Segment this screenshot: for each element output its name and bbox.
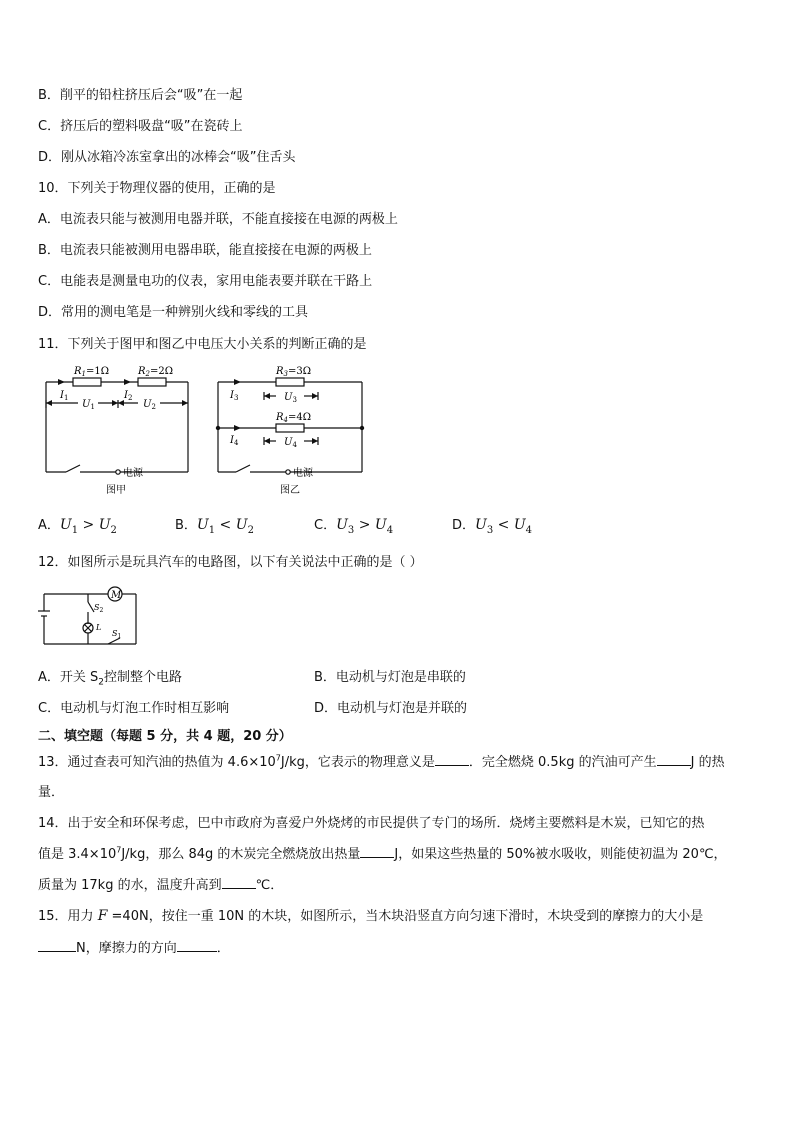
q14-line-2: 值是 $3.4\times 10^7J/kg$，那么 84g 的木炭完全燃烧放出热量 J，如果这些热量的 50%被水吸收，则能使初温为 20℃， bbox=[38, 845, 727, 862]
lamp-label: L bbox=[96, 623, 102, 632]
q13-line-2: 量． bbox=[38, 785, 65, 800]
jia-caption: 图甲 bbox=[106, 485, 126, 496]
q12-stem: 12．如图所示是玩具汽车的电路图，以下有关说法中正确的是（ ） bbox=[38, 555, 423, 570]
q15-line-2: N，摩擦力的方向 ． bbox=[38, 937, 230, 956]
motor-symbol: M bbox=[111, 590, 122, 601]
i2-label: $I_2$ bbox=[124, 390, 133, 402]
s2-label: $S_2$ bbox=[94, 603, 104, 614]
r2-label: $R_2=2\Omega$ bbox=[138, 366, 174, 378]
q9-option-c: C．挤压后的塑料吸盘“吸”在瓷砖上 bbox=[38, 119, 243, 134]
q15-line-1: 15．用力 F =40N，按住一重 10N 的木块，如图所示，当木块沿竖直方向匀速下滑时，木块受到的摩擦力的大小是 bbox=[38, 908, 704, 924]
i3-label: $I_3$ bbox=[230, 390, 239, 402]
i1-label: $I_1$ bbox=[60, 390, 69, 402]
q13-blank-2[interactable] bbox=[657, 753, 691, 766]
q12-option-b: B．电动机与灯泡是串联的 bbox=[314, 670, 466, 685]
q14-line-3: 质量为 17kg 的水，温度升高到 ℃． bbox=[38, 878, 284, 893]
q13-blank-1[interactable] bbox=[435, 753, 469, 766]
q12-option-c: C．电动机与灯泡工作时相互影响 bbox=[38, 701, 230, 716]
q11-option-d: D．$U_3 < U_4$ bbox=[452, 517, 533, 536]
q9-option-d: D．刚从冰箱冷冻室拿出的冰棒会“吸”住舌头 bbox=[38, 150, 296, 165]
q12-options-row-1 bbox=[38, 666, 758, 688]
q10-option-d: D．常用的测电笔是一种辨别火线和零线的工具 bbox=[38, 305, 309, 320]
q11-options bbox=[38, 514, 758, 536]
q11-stem: 11．下列关于图甲和图乙中电压大小关系的判断正确的是 bbox=[38, 337, 367, 352]
q11-figure-yi bbox=[212, 360, 372, 500]
yi-caption: 图乙 bbox=[280, 485, 300, 496]
q13-line-1: 13．通过查表可知汽油的热值为 $4.6\times 10^7J/kg$，它表示的物理意义是 ．完全燃烧 0.5kg 的汽油可产生 J 的热 bbox=[38, 753, 725, 770]
q12-circuit-figure bbox=[36, 582, 146, 650]
q12-option-d: D．电动机与灯泡是并联的 bbox=[314, 701, 468, 716]
section-title-fill-in: 二、填空题（每题 5 分，共 4 题，20 分） bbox=[38, 729, 292, 744]
q11-figure-jia bbox=[38, 360, 198, 500]
q11-option-a: A．$U_1 > U_2$ bbox=[38, 517, 117, 536]
q10-option-c: C．电能表是测量电功的仪表，家用电能表要并联在干路上 bbox=[38, 274, 373, 289]
q10-stem: 10．下列关于物理仪器的使用，正确的是 bbox=[38, 181, 276, 196]
u1-label: $U_1$ bbox=[82, 399, 95, 411]
r3-label: $R_3=3\Omega$ bbox=[276, 366, 312, 378]
s1-label: $S_1$ bbox=[112, 629, 122, 640]
u2-label: $U_2$ bbox=[143, 399, 156, 411]
q10-option-b: B．电流表只能被测用电器串联，能直接接在电源的两极上 bbox=[38, 243, 372, 258]
q12-options-row-2 bbox=[38, 697, 758, 715]
u3-label: $U_3$ bbox=[284, 392, 297, 404]
yi-source-label: 电源 bbox=[293, 468, 313, 479]
q15-blank-1[interactable] bbox=[38, 939, 76, 952]
q11-option-b: B．$U_1 < U_2$ bbox=[175, 517, 254, 536]
q10-option-a: A．电流表只能与被测用电器并联，不能直接接在电源的两极上 bbox=[38, 212, 398, 227]
r1-label: $R_1=1\Omega$ bbox=[74, 366, 110, 378]
jia-source-label: 电源 bbox=[123, 468, 143, 479]
u4-label: $U_4$ bbox=[284, 437, 297, 449]
q11-option-c: C．$U_3 > U_4$ bbox=[314, 517, 394, 536]
q14-line-1: 14．出于安全和环保考虑，巴中市政府为喜爱户外烧烤的市民提供了专门的场所．烧烤主要燃料是木炭，已知它的热 bbox=[38, 816, 705, 831]
q14-blank-1[interactable] bbox=[360, 845, 394, 858]
q14-blank-2[interactable] bbox=[222, 876, 256, 889]
q9-option-b: B．削平的铅柱挤压后会“吸”在一起 bbox=[38, 88, 243, 103]
q15-blank-2[interactable] bbox=[177, 939, 217, 952]
r4-label: $R_4=4\Omega$ bbox=[276, 412, 312, 424]
i4-label: $I_4$ bbox=[230, 435, 239, 447]
q12-option-a: A．开关 $S_2$控制整个电路 bbox=[38, 670, 183, 688]
